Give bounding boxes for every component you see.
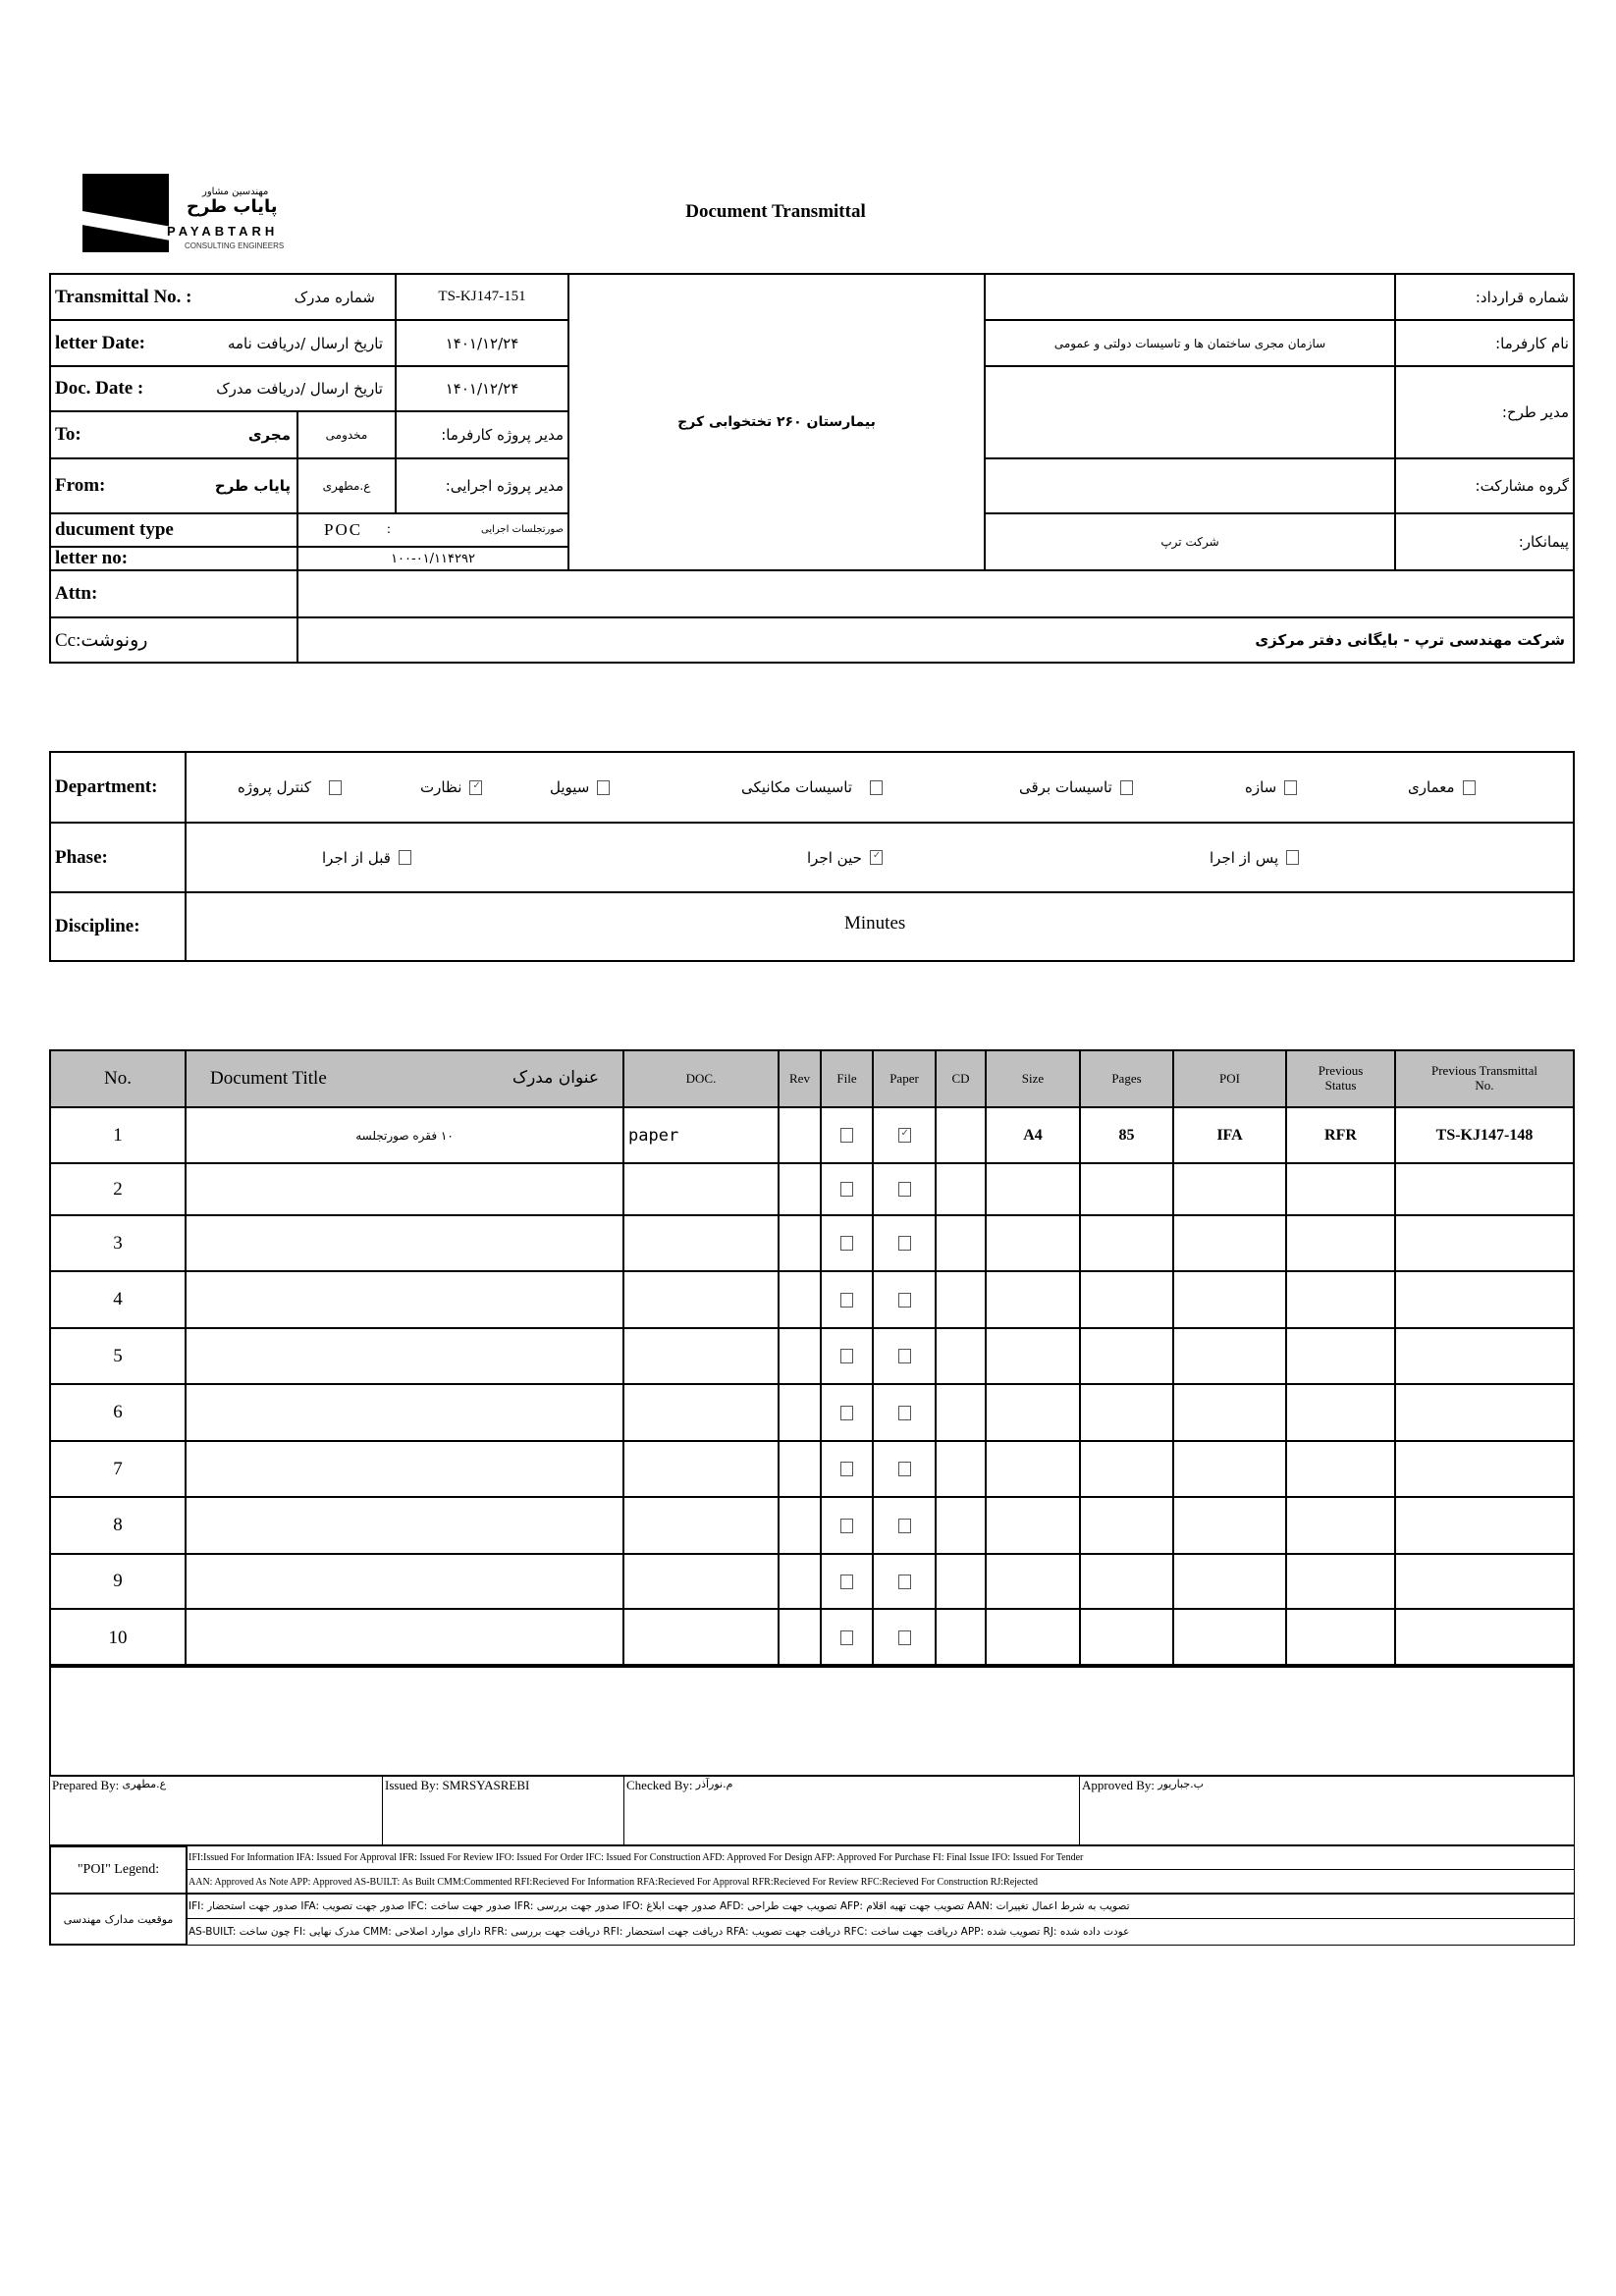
cell-paper bbox=[872, 1162, 937, 1216]
cell-size bbox=[985, 1553, 1081, 1610]
cell-prev-status bbox=[1285, 1214, 1396, 1272]
cell-file bbox=[820, 1440, 874, 1498]
checkbox[interactable] bbox=[898, 1236, 911, 1251]
exec-pm-name: ع.مطهری bbox=[296, 457, 397, 514]
checkbox[interactable] bbox=[840, 1182, 853, 1197]
checkbox[interactable] bbox=[898, 1293, 911, 1308]
document-type-value: POC : صورتجلسات اجرایی bbox=[296, 512, 569, 548]
issued-by: Issued By: SMRSYASREBI bbox=[382, 1775, 624, 1845]
cell-rev bbox=[778, 1440, 822, 1498]
cell-prev-status bbox=[1285, 1270, 1396, 1329]
checkbox[interactable] bbox=[898, 1349, 911, 1363]
department-option-structure[interactable]: سازه bbox=[1245, 778, 1297, 796]
checkbox[interactable] bbox=[1120, 780, 1133, 795]
checkbox[interactable] bbox=[1286, 850, 1299, 865]
cell-prev-transmittal bbox=[1394, 1608, 1575, 1668]
letter-no-value: ۱۰۰-۰۱/۱۱۴۲۹۲ bbox=[296, 546, 569, 571]
cell-doc bbox=[622, 1270, 780, 1329]
cell-cd bbox=[935, 1608, 987, 1668]
col-header-title: Document Title عنوان مدرک bbox=[185, 1049, 624, 1108]
cell-size bbox=[985, 1214, 1081, 1272]
col-header-doc: DOC. bbox=[622, 1049, 780, 1108]
cell-title bbox=[185, 1496, 624, 1555]
employer-pm-label: مدیر پروژه کارفرما: bbox=[395, 410, 569, 459]
cell-file bbox=[820, 1270, 874, 1329]
cell-file bbox=[820, 1162, 874, 1216]
checkbox[interactable] bbox=[840, 1236, 853, 1251]
doc-date-label: Doc. Date : تاریخ ارسال /دریافت مدرک bbox=[49, 365, 397, 412]
cell-paper bbox=[872, 1496, 937, 1555]
col-header-rev: Rev bbox=[778, 1049, 822, 1108]
cell-rev bbox=[778, 1106, 822, 1164]
checkbox[interactable] bbox=[840, 1630, 853, 1645]
cell-pages bbox=[1079, 1270, 1174, 1329]
cell-size: A4 bbox=[985, 1106, 1081, 1164]
letter-no-label: letter no: bbox=[49, 546, 298, 571]
letter-date-value: ۱۴۰۱/۱۲/۲۴ bbox=[395, 319, 569, 367]
cc-label: Cc:رونوشت bbox=[49, 616, 298, 664]
employer-pm-name: مخدومی bbox=[296, 410, 397, 459]
page-title: Document Transmittal bbox=[685, 201, 866, 222]
cell-pages bbox=[1079, 1327, 1174, 1385]
discipline-label: Discipline: bbox=[49, 891, 187, 962]
poi-legend-line-1: IFI:Issued For Information IFA: Issued For Approval IFR: Issued For Review IFO: Issued For Order IFC: Issued For Construction AFD: Approved For Design AFP: Approved For Purchase FI: Final Issue IFO: Issued For Tender bbox=[186, 1845, 1575, 1870]
cell-pages: 85 bbox=[1079, 1106, 1174, 1164]
cell-no: 7 bbox=[49, 1440, 187, 1498]
logo-subtitle-fa: مهندسین مشاور bbox=[202, 187, 269, 197]
cell-title bbox=[185, 1327, 624, 1385]
checkbox[interactable] bbox=[329, 780, 342, 795]
cell-cd bbox=[935, 1440, 987, 1498]
cell-prev-transmittal bbox=[1394, 1440, 1575, 1498]
cell-pages bbox=[1079, 1553, 1174, 1610]
cell-file bbox=[820, 1214, 874, 1272]
cell-size bbox=[985, 1383, 1081, 1442]
cell-paper bbox=[872, 1440, 937, 1498]
cell-cd bbox=[935, 1327, 987, 1385]
cell-poi bbox=[1172, 1608, 1287, 1668]
cell-cd bbox=[935, 1214, 987, 1272]
cell-doc bbox=[622, 1440, 780, 1498]
phase-label: Phase: bbox=[49, 822, 187, 893]
cell-poi bbox=[1172, 1553, 1287, 1610]
cell-pages bbox=[1079, 1440, 1174, 1498]
cell-prev-status bbox=[1285, 1553, 1396, 1610]
checkbox[interactable] bbox=[840, 1128, 853, 1143]
cell-cd bbox=[935, 1553, 987, 1610]
col-header-file: File bbox=[820, 1049, 874, 1108]
cell-cd bbox=[935, 1383, 987, 1442]
cell-rev bbox=[778, 1270, 822, 1329]
checkbox[interactable] bbox=[898, 1182, 911, 1197]
cell-doc bbox=[622, 1496, 780, 1555]
cell-title bbox=[185, 1214, 624, 1272]
cell-size bbox=[985, 1162, 1081, 1216]
cell-poi bbox=[1172, 1214, 1287, 1272]
phase-options bbox=[185, 822, 1575, 893]
transmittal-no-label: Transmittal No. : شماره مدرک bbox=[49, 273, 397, 321]
cell-file bbox=[820, 1327, 874, 1385]
department-option-project-control[interactable]: کنترل پروژه bbox=[238, 778, 342, 796]
checkbox[interactable] bbox=[840, 1349, 853, 1363]
checked-by: Checked By: م.نورآذر bbox=[623, 1775, 1080, 1845]
cell-cd bbox=[935, 1106, 987, 1164]
cell-cd bbox=[935, 1496, 987, 1555]
col-header-previous-status: Previous Status bbox=[1285, 1049, 1396, 1108]
logo-name-fa: پایاب طرح bbox=[187, 196, 278, 217]
attn-label: Attn: bbox=[49, 569, 298, 618]
poi-legend-label: "POI" Legend: bbox=[49, 1845, 188, 1895]
cell-no: 4 bbox=[49, 1270, 187, 1329]
cell-poi bbox=[1172, 1327, 1287, 1385]
cell-no: 9 bbox=[49, 1553, 187, 1610]
department-option-civil[interactable]: سیویل bbox=[550, 778, 610, 796]
project-manager-label: مدیر طرح: bbox=[1394, 365, 1575, 459]
employer-name-value: سازمان مجری ساختمان ها و تاسیسات دولتی و عمومی bbox=[984, 319, 1396, 367]
exec-pm-label: مدیر پروژه اجرایی: bbox=[395, 457, 569, 514]
cell-prev-transmittal bbox=[1394, 1214, 1575, 1272]
cell-doc bbox=[622, 1553, 780, 1610]
checkbox[interactable] bbox=[399, 850, 411, 865]
department-option-electrical[interactable]: تاسیسات برقی bbox=[1019, 778, 1133, 796]
cell-doc bbox=[622, 1383, 780, 1442]
partnership-label: گروه مشارکت: bbox=[1394, 457, 1575, 514]
partnership-value bbox=[984, 457, 1396, 514]
cell-prev-status bbox=[1285, 1327, 1396, 1385]
to-field: To: مجری bbox=[49, 410, 298, 459]
col-header-cd: CD bbox=[935, 1049, 987, 1108]
cell-prev-status: RFR bbox=[1285, 1106, 1396, 1164]
status-legend-line-2: AS-BUILT: چون ساخت FI: مدرک نهایی CMM: دارای موارد اصلاحی RFR: دریافت جهت بررسی RFI: دریافت جهت استحضار RFA: دریافت جهت تصویب RFC: دریافت جهت ساخت APP: تصویب شده RJ: عودت داده شده bbox=[186, 1918, 1575, 1946]
contractor-value: شرکت ترپ bbox=[984, 512, 1396, 571]
cell-file bbox=[820, 1608, 874, 1668]
checkbox[interactable] bbox=[870, 780, 883, 795]
cell-paper bbox=[872, 1270, 937, 1329]
cell-rev bbox=[778, 1383, 822, 1442]
cell-paper bbox=[872, 1608, 937, 1668]
checkbox[interactable] bbox=[597, 780, 610, 795]
project-manager-value bbox=[984, 365, 1396, 459]
doc-date-value: ۱۴۰۱/۱۲/۲۴ bbox=[395, 365, 569, 412]
col-header-paper: Paper bbox=[872, 1049, 937, 1108]
col-header-poi: POI bbox=[1172, 1049, 1287, 1108]
cell-pages bbox=[1079, 1496, 1174, 1555]
col-header-size: Size bbox=[985, 1049, 1081, 1108]
cell-no: 1 bbox=[49, 1106, 187, 1164]
checkbox[interactable] bbox=[1284, 780, 1297, 795]
col-header-no: No. bbox=[49, 1049, 187, 1108]
cell-file bbox=[820, 1106, 874, 1164]
cell-prev-status bbox=[1285, 1496, 1396, 1555]
cell-pages bbox=[1079, 1214, 1174, 1272]
status-legend-line-1: IFI: صدور جهت استحضار IFA: صدور جهت تصویب IFC: صدور جهت ساخت IFR: صدور جهت بررسی IFO: صدور جهت ابلاغ AFD: تصویب جهت طراحی AFP: تصویب جهت تهیه اقلام AAN: تصویب به شرط اعمال تغییرات bbox=[186, 1893, 1575, 1919]
checkbox[interactable] bbox=[898, 1462, 911, 1476]
contract-no-label: شماره قرارداد: bbox=[1394, 273, 1575, 321]
employer-name-label: نام کارفرما: bbox=[1394, 319, 1575, 367]
checkbox[interactable] bbox=[840, 1406, 853, 1420]
cell-prev-transmittal bbox=[1394, 1553, 1575, 1610]
cell-paper bbox=[872, 1553, 937, 1610]
checkbox[interactable] bbox=[840, 1519, 853, 1533]
cell-file bbox=[820, 1383, 874, 1442]
notes-area bbox=[49, 1664, 1575, 1777]
cell-size bbox=[985, 1608, 1081, 1668]
poi-legend-line-2: AAN: Approved As Note APP: Approved AS-BUILT: As Built CMM:Commented RFI:Recieved For Information RFA:Recieved For Approval RFR:Recieved For Review RFC:Recieved For Construction RJ:Rejected bbox=[186, 1869, 1575, 1895]
col-header-previous-transmittal: Previous Transmittal No. bbox=[1394, 1049, 1575, 1108]
cell-rev bbox=[778, 1553, 822, 1610]
prepared-by: Prepared By: ع.مطهری bbox=[49, 1775, 383, 1845]
transmittal-no-value: TS-KJ147-151 bbox=[395, 273, 569, 321]
checkbox-checked[interactable] bbox=[469, 780, 482, 795]
checkbox[interactable] bbox=[898, 1575, 911, 1589]
cell-paper bbox=[872, 1214, 937, 1272]
project-name: بیمارستان ۲۶۰ تختخوابی کرج bbox=[567, 273, 986, 571]
cell-poi bbox=[1172, 1270, 1287, 1329]
cell-title bbox=[185, 1553, 624, 1610]
cell-rev bbox=[778, 1162, 822, 1216]
cell-cd bbox=[935, 1162, 987, 1216]
checkbox[interactable] bbox=[898, 1519, 911, 1533]
letter-date-label: letter Date: تاریخ ارسال /دریافت نامه bbox=[49, 319, 397, 367]
contractor-label: پیمانکار: bbox=[1394, 512, 1575, 571]
cell-rev bbox=[778, 1608, 822, 1668]
discipline-value-cell: Minutes bbox=[185, 891, 1575, 962]
phase-option-before[interactable]: قبل از اجرا bbox=[322, 849, 411, 867]
cell-poi: IFA bbox=[1172, 1106, 1287, 1164]
cell-doc: paper bbox=[622, 1106, 780, 1164]
cell-prev-status bbox=[1285, 1162, 1396, 1216]
phase-option-during[interactable]: ✓ حین اجرا bbox=[807, 849, 883, 867]
logo-tagline: CONSULTING ENGINEERS bbox=[185, 241, 285, 250]
checkbox[interactable] bbox=[898, 1406, 911, 1420]
cell-no: 6 bbox=[49, 1383, 187, 1442]
department-option-architecture[interactable]: معماری bbox=[1408, 778, 1476, 796]
cell-title bbox=[185, 1270, 624, 1329]
cell-title bbox=[185, 1608, 624, 1668]
department-option-mechanical[interactable]: تاسیسات مکانیکی bbox=[741, 778, 883, 796]
cell-prev-transmittal bbox=[1394, 1162, 1575, 1216]
cell-cd bbox=[935, 1270, 987, 1329]
cell-poi bbox=[1172, 1162, 1287, 1216]
cell-rev bbox=[778, 1214, 822, 1272]
cell-no: 2 bbox=[49, 1162, 187, 1216]
department-option-supervision[interactable]: ✓ نظارت bbox=[420, 778, 482, 796]
checkbox[interactable] bbox=[840, 1575, 853, 1589]
cell-paper bbox=[872, 1327, 937, 1385]
department-label: Department: bbox=[49, 751, 187, 824]
cell-title: ۱۰ فقره صورتجلسه bbox=[185, 1106, 624, 1164]
cell-size bbox=[985, 1270, 1081, 1329]
cell-prev-status bbox=[1285, 1383, 1396, 1442]
cell-file bbox=[820, 1553, 874, 1610]
cell-no: 10 bbox=[49, 1608, 187, 1668]
cell-no: 3 bbox=[49, 1214, 187, 1272]
cell-doc bbox=[622, 1162, 780, 1216]
cell-prev-transmittal bbox=[1394, 1496, 1575, 1555]
cell-title bbox=[185, 1162, 624, 1216]
checkbox[interactable] bbox=[840, 1462, 853, 1476]
checkbox-checked[interactable] bbox=[898, 1128, 911, 1143]
cell-prev-status bbox=[1285, 1608, 1396, 1668]
cell-rev bbox=[778, 1496, 822, 1555]
cell-rev bbox=[778, 1327, 822, 1385]
cell-size bbox=[985, 1440, 1081, 1498]
cell-poi bbox=[1172, 1383, 1287, 1442]
phase-option-after[interactable]: پس از اجرا bbox=[1210, 849, 1299, 867]
cell-pages bbox=[1079, 1383, 1174, 1442]
from-field: From: پایاب طرح bbox=[49, 457, 298, 514]
checkbox[interactable] bbox=[840, 1293, 853, 1308]
cell-paper bbox=[872, 1383, 937, 1442]
cell-pages bbox=[1079, 1608, 1174, 1668]
cell-poi bbox=[1172, 1496, 1287, 1555]
status-legend-label: موقعیت مدارک مهندسی bbox=[49, 1893, 188, 1946]
cell-size bbox=[985, 1327, 1081, 1385]
checkbox[interactable] bbox=[1463, 780, 1476, 795]
cell-paper bbox=[872, 1106, 937, 1164]
cell-prev-transmittal bbox=[1394, 1270, 1575, 1329]
attn-value bbox=[296, 569, 1575, 618]
document-type-label: ducument type bbox=[49, 512, 298, 548]
cell-prev-transmittal bbox=[1394, 1327, 1575, 1385]
cell-doc bbox=[622, 1608, 780, 1668]
checkbox-checked[interactable] bbox=[870, 850, 883, 865]
cell-pages bbox=[1079, 1162, 1174, 1216]
department-options bbox=[185, 751, 1575, 824]
logo-name-en: PAYABTARH bbox=[167, 224, 279, 239]
cell-prev-transmittal: TS-KJ147-148 bbox=[1394, 1106, 1575, 1164]
cell-doc bbox=[622, 1327, 780, 1385]
approved-by: Approved By: ب.جباریور bbox=[1079, 1775, 1575, 1845]
cell-prev-status bbox=[1285, 1440, 1396, 1498]
cell-prev-transmittal bbox=[1394, 1383, 1575, 1442]
col-header-pages: Pages bbox=[1079, 1049, 1174, 1108]
cc-value: شرکت مهندسی ترپ - بایگانی دفتر مرکزی bbox=[296, 616, 1575, 664]
checkbox[interactable] bbox=[898, 1630, 911, 1645]
cell-poi bbox=[1172, 1440, 1287, 1498]
cell-no: 8 bbox=[49, 1496, 187, 1555]
cell-doc bbox=[622, 1214, 780, 1272]
cell-title bbox=[185, 1383, 624, 1442]
cell-size bbox=[985, 1496, 1081, 1555]
cell-title bbox=[185, 1440, 624, 1498]
cell-file bbox=[820, 1496, 874, 1555]
contract-no-value bbox=[984, 273, 1396, 321]
company-logo-mark bbox=[82, 174, 169, 252]
cell-no: 5 bbox=[49, 1327, 187, 1385]
